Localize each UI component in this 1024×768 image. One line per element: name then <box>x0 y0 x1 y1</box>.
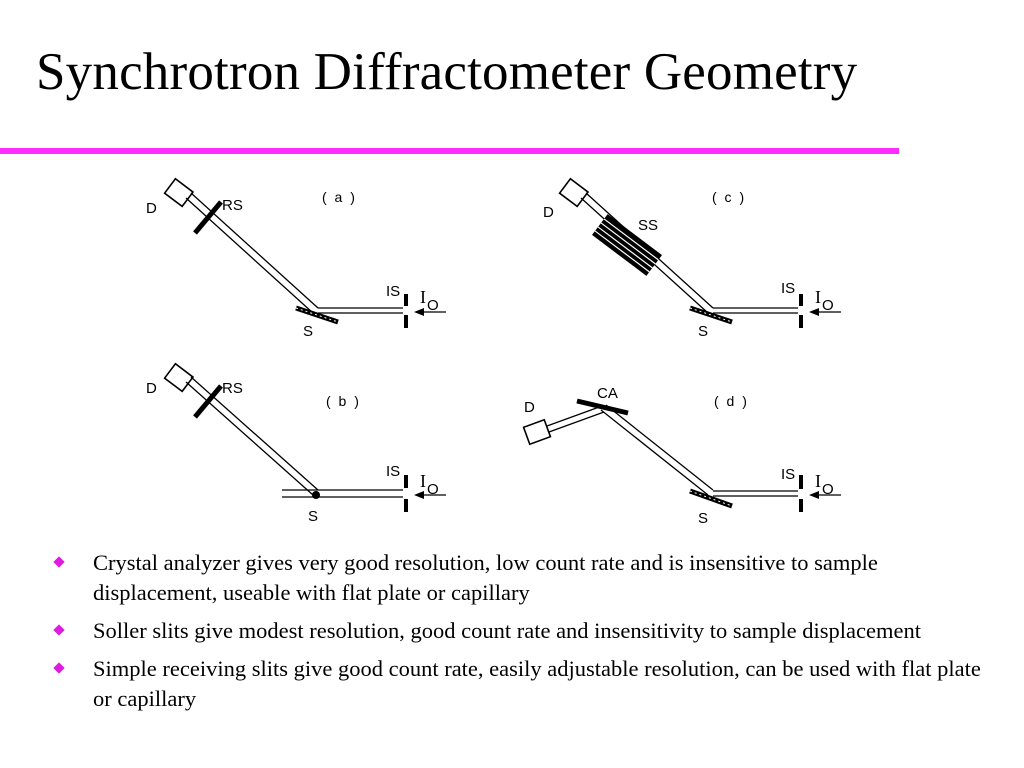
panel-c-incident-arrow-head <box>809 308 819 316</box>
panel-a-detector <box>165 179 193 207</box>
panel-a <box>146 179 446 340</box>
panel-b-receiving-slit <box>195 386 221 417</box>
panel-c-slit-label: IS <box>781 280 796 297</box>
panel-a-slit-label: IS <box>386 283 401 300</box>
bullet-item <box>55 548 1000 608</box>
panel-c-label: ( c ) <box>712 189 747 205</box>
panel-d <box>524 385 841 527</box>
diamond-bullet-icon <box>53 624 64 635</box>
bullet-item <box>55 654 1000 714</box>
panel-a-detector-label: D <box>146 200 157 217</box>
panel-c-beam-subscript: O <box>822 297 834 314</box>
panel-b-detector <box>165 364 193 392</box>
panel-d-detector-label: D <box>524 399 535 416</box>
diffractometer-geometry-figure <box>0 160 1024 540</box>
bullet-text: Simple receiving slits give good count rate, easily adjustable resolution, can be used with flat plate or capillary <box>93 656 981 711</box>
panel-b-beam-subscript: O <box>427 481 439 498</box>
panel-c-detector <box>560 179 588 207</box>
bullet-list <box>55 548 1000 722</box>
panel-d-label: ( d ) <box>714 393 749 409</box>
panel-a-arm-line <box>191 193 318 308</box>
bullet-text: Crystal analyzer gives very good resolution, low count rate and is insensitive to sample displacement, useable with flat plate or capillary <box>93 550 878 605</box>
bullet-text: Soller slits give modest resolution, good count rate and insensitivity to sample displacement <box>93 618 921 643</box>
panel-d-sample-arm-line <box>601 410 708 495</box>
panel-d-detector <box>524 420 551 444</box>
panel-d-optic-label: CA <box>597 385 618 402</box>
panel-d-sample-label: S <box>698 510 709 527</box>
panel-a-beam-subscript: O <box>427 297 439 314</box>
panel-b-incident-arrow-head <box>414 491 424 499</box>
panel-b <box>146 364 446 525</box>
panel-b-capillary-sample <box>312 491 320 499</box>
diamond-bullet-icon <box>53 662 64 673</box>
panel-a-optic-label: RS <box>222 197 243 214</box>
bullet-item <box>55 616 1000 646</box>
panel-b-arm-line <box>191 377 318 490</box>
panel-c-beam-label: I <box>815 287 821 307</box>
panel-d-sample-arm-line <box>606 405 713 490</box>
slide-title: Synchrotron Diffractometer Geometry <box>36 43 858 101</box>
panel-d-incident-arrow-head <box>809 491 819 499</box>
panel-b-slit-label: IS <box>386 463 401 480</box>
panel-c-sample-label: S <box>698 323 709 340</box>
panel-d-beam-subscript: O <box>822 481 834 498</box>
panel-b-beam-label: I <box>420 471 426 491</box>
panel-a-beam-label: I <box>420 287 426 307</box>
panel-d-beam-label: I <box>815 471 821 491</box>
panel-b-optic-label: RS <box>222 380 243 397</box>
title-underline <box>0 148 899 154</box>
panel-b-arm-line <box>186 382 313 495</box>
panel-a-sample-label: S <box>303 323 314 340</box>
panel-c <box>543 179 841 340</box>
panel-b-sample-label: S <box>308 508 319 525</box>
geometry-diagram <box>0 160 1024 540</box>
panel-c-detector-label: D <box>543 204 554 221</box>
diamond-bullet-icon <box>53 556 64 567</box>
panel-b-detector-label: D <box>146 380 157 397</box>
panel-b-label: ( b ) <box>326 393 361 409</box>
panel-c-optic-label: SS <box>638 217 659 234</box>
panel-d-slit-label: IS <box>781 466 796 483</box>
panel-a-arm-line <box>186 198 313 313</box>
panel-a-incident-arrow-head <box>414 308 424 316</box>
panel-a-label: ( a ) <box>322 189 357 205</box>
